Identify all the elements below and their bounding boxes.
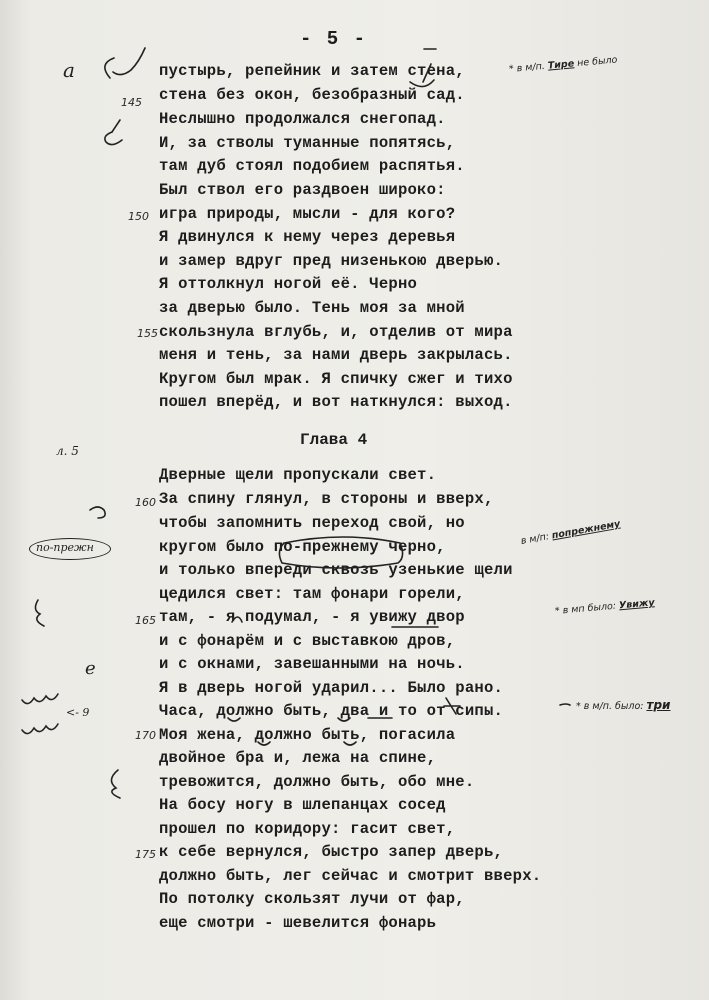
poem-line: Был ствол его раздвоен широко:	[159, 181, 446, 199]
poem-line: Дверные щели пропускали свет.	[159, 466, 437, 484]
margin-hook-mark	[105, 132, 122, 145]
note-suffix: не было	[576, 54, 618, 70]
poem-line: За спину глянул, в стороны и вверх,	[159, 490, 494, 508]
note-word: попрежнему	[551, 518, 622, 542]
note-word: Тире	[547, 58, 575, 72]
poem-line: должно быть, лег сейчас и смотрит вверх.	[159, 867, 542, 885]
chapter-heading: Глава 4	[300, 431, 368, 449]
note-word: три	[646, 698, 671, 712]
page-number: - 5 -	[300, 28, 368, 50]
line-number: 175	[135, 848, 156, 861]
margin-hook-mark	[112, 120, 120, 132]
poem-line: пустырь, репейник и затем стена,	[159, 62, 465, 80]
poem-line: там дуб стоял подобием распятья.	[159, 157, 465, 175]
poem-line: скользнула вглубь, и, отделив от мира	[159, 323, 513, 341]
poem-line: На босу ногу в шлепанцах сосед	[159, 796, 446, 814]
poem-line: кругом было по-прежнему черно,	[159, 538, 446, 556]
poem-line: и только впереди сквозь узенькие щели	[159, 561, 513, 579]
ekran-insert-arrow	[560, 704, 570, 705]
poem-line: тревожится, должно быть, обо мне.	[159, 773, 475, 791]
poem-line: По потолку скользят лучи от фар,	[159, 890, 465, 908]
poem-line: Часа, должно быть, два и то от сипы.	[159, 702, 504, 720]
comma-caret	[228, 718, 240, 721]
strike-mark	[444, 698, 460, 714]
poem-line: двойное бра и, лежа на спине,	[159, 749, 437, 767]
note-prefix: в м/п:	[520, 531, 550, 547]
comma-caret	[338, 718, 350, 721]
margin-chapter-ref: л. 5	[56, 444, 79, 458]
poem-line: Моя жена, должно быть, погасила	[159, 726, 456, 744]
poem-line: Я оттолкнул ногой её. Черно	[159, 275, 418, 293]
poem-line: чтобы запомнить переход свой, но	[159, 514, 465, 532]
line-number: 170	[135, 729, 156, 742]
poem-line: и замер вдруг пред низенькою дверью.	[159, 252, 504, 270]
margin-mark-e: е	[85, 658, 96, 679]
line-number: 150	[128, 210, 149, 223]
poem-line: и с фонарём и с выставкою дров,	[159, 632, 456, 650]
margin-hook-mark	[22, 724, 58, 734]
margin-hook-mark	[22, 694, 58, 704]
poem-line: игра природы, мысли - для кого?	[159, 205, 456, 223]
poem-line: еще смотри - шевелится фонарь	[159, 914, 437, 932]
poem-line: за дверью было. Тень моя за мной	[159, 299, 465, 317]
poem-line: прошел по коридору: гасит свет,	[159, 820, 456, 838]
margin-hook-mark	[35, 600, 44, 626]
poem-line: Неслышно продолжался снегопад.	[159, 110, 446, 128]
comma-caret	[344, 742, 356, 745]
note-prefix: * в м/п.	[508, 60, 546, 75]
margin-circled-text: по-прежн	[36, 541, 94, 554]
poem-line: пошел вперёд, и вот наткнулся: выход.	[159, 393, 513, 411]
note-prefix: * в м/п. было:	[576, 701, 644, 712]
margin-hook-mark	[105, 48, 145, 78]
poem-line: там, - я подумал, - я увижу двор	[159, 608, 465, 626]
poem-line: к себе вернулся, быстро запер дверь,	[159, 843, 504, 861]
line-number: 155	[137, 327, 158, 340]
margin-hook-mark	[90, 507, 105, 518]
poem-line: Я двинулся к нему через деревья	[159, 228, 456, 246]
note-word: Увижу	[618, 597, 656, 612]
stena-underline-arc	[410, 80, 434, 87]
poem-line: И, за стволы туманные попятясь,	[159, 134, 456, 152]
margin-hook-mark	[111, 770, 120, 798]
poem-line: меня и тень, за нами дверь закрылась.	[159, 346, 513, 364]
poem-line: стена без окон, безобразный сад.	[159, 86, 465, 104]
tam-caret	[232, 617, 242, 622]
comma-caret	[258, 742, 270, 745]
note-prefix: * в мп было:	[554, 600, 617, 617]
margin-mark-a: а	[63, 58, 75, 82]
margin-arrow-mark: <- 9	[66, 706, 90, 719]
stena-slash-mark	[423, 64, 431, 82]
line-number: 145	[121, 96, 142, 109]
prezhnemu-oval	[279, 537, 402, 568]
poem-line: Кругом был мрак. Я спичку сжег и тихо	[159, 370, 513, 388]
poem-line: и с окнами, завешанными на ночь.	[159, 655, 465, 673]
poem-line: Я в дверь ногой ударил... Было рано.	[159, 679, 504, 697]
poem-line: цедился свет: там фонари горели,	[159, 585, 465, 603]
line-number: 160	[135, 496, 156, 509]
line-number: 165	[135, 614, 156, 627]
